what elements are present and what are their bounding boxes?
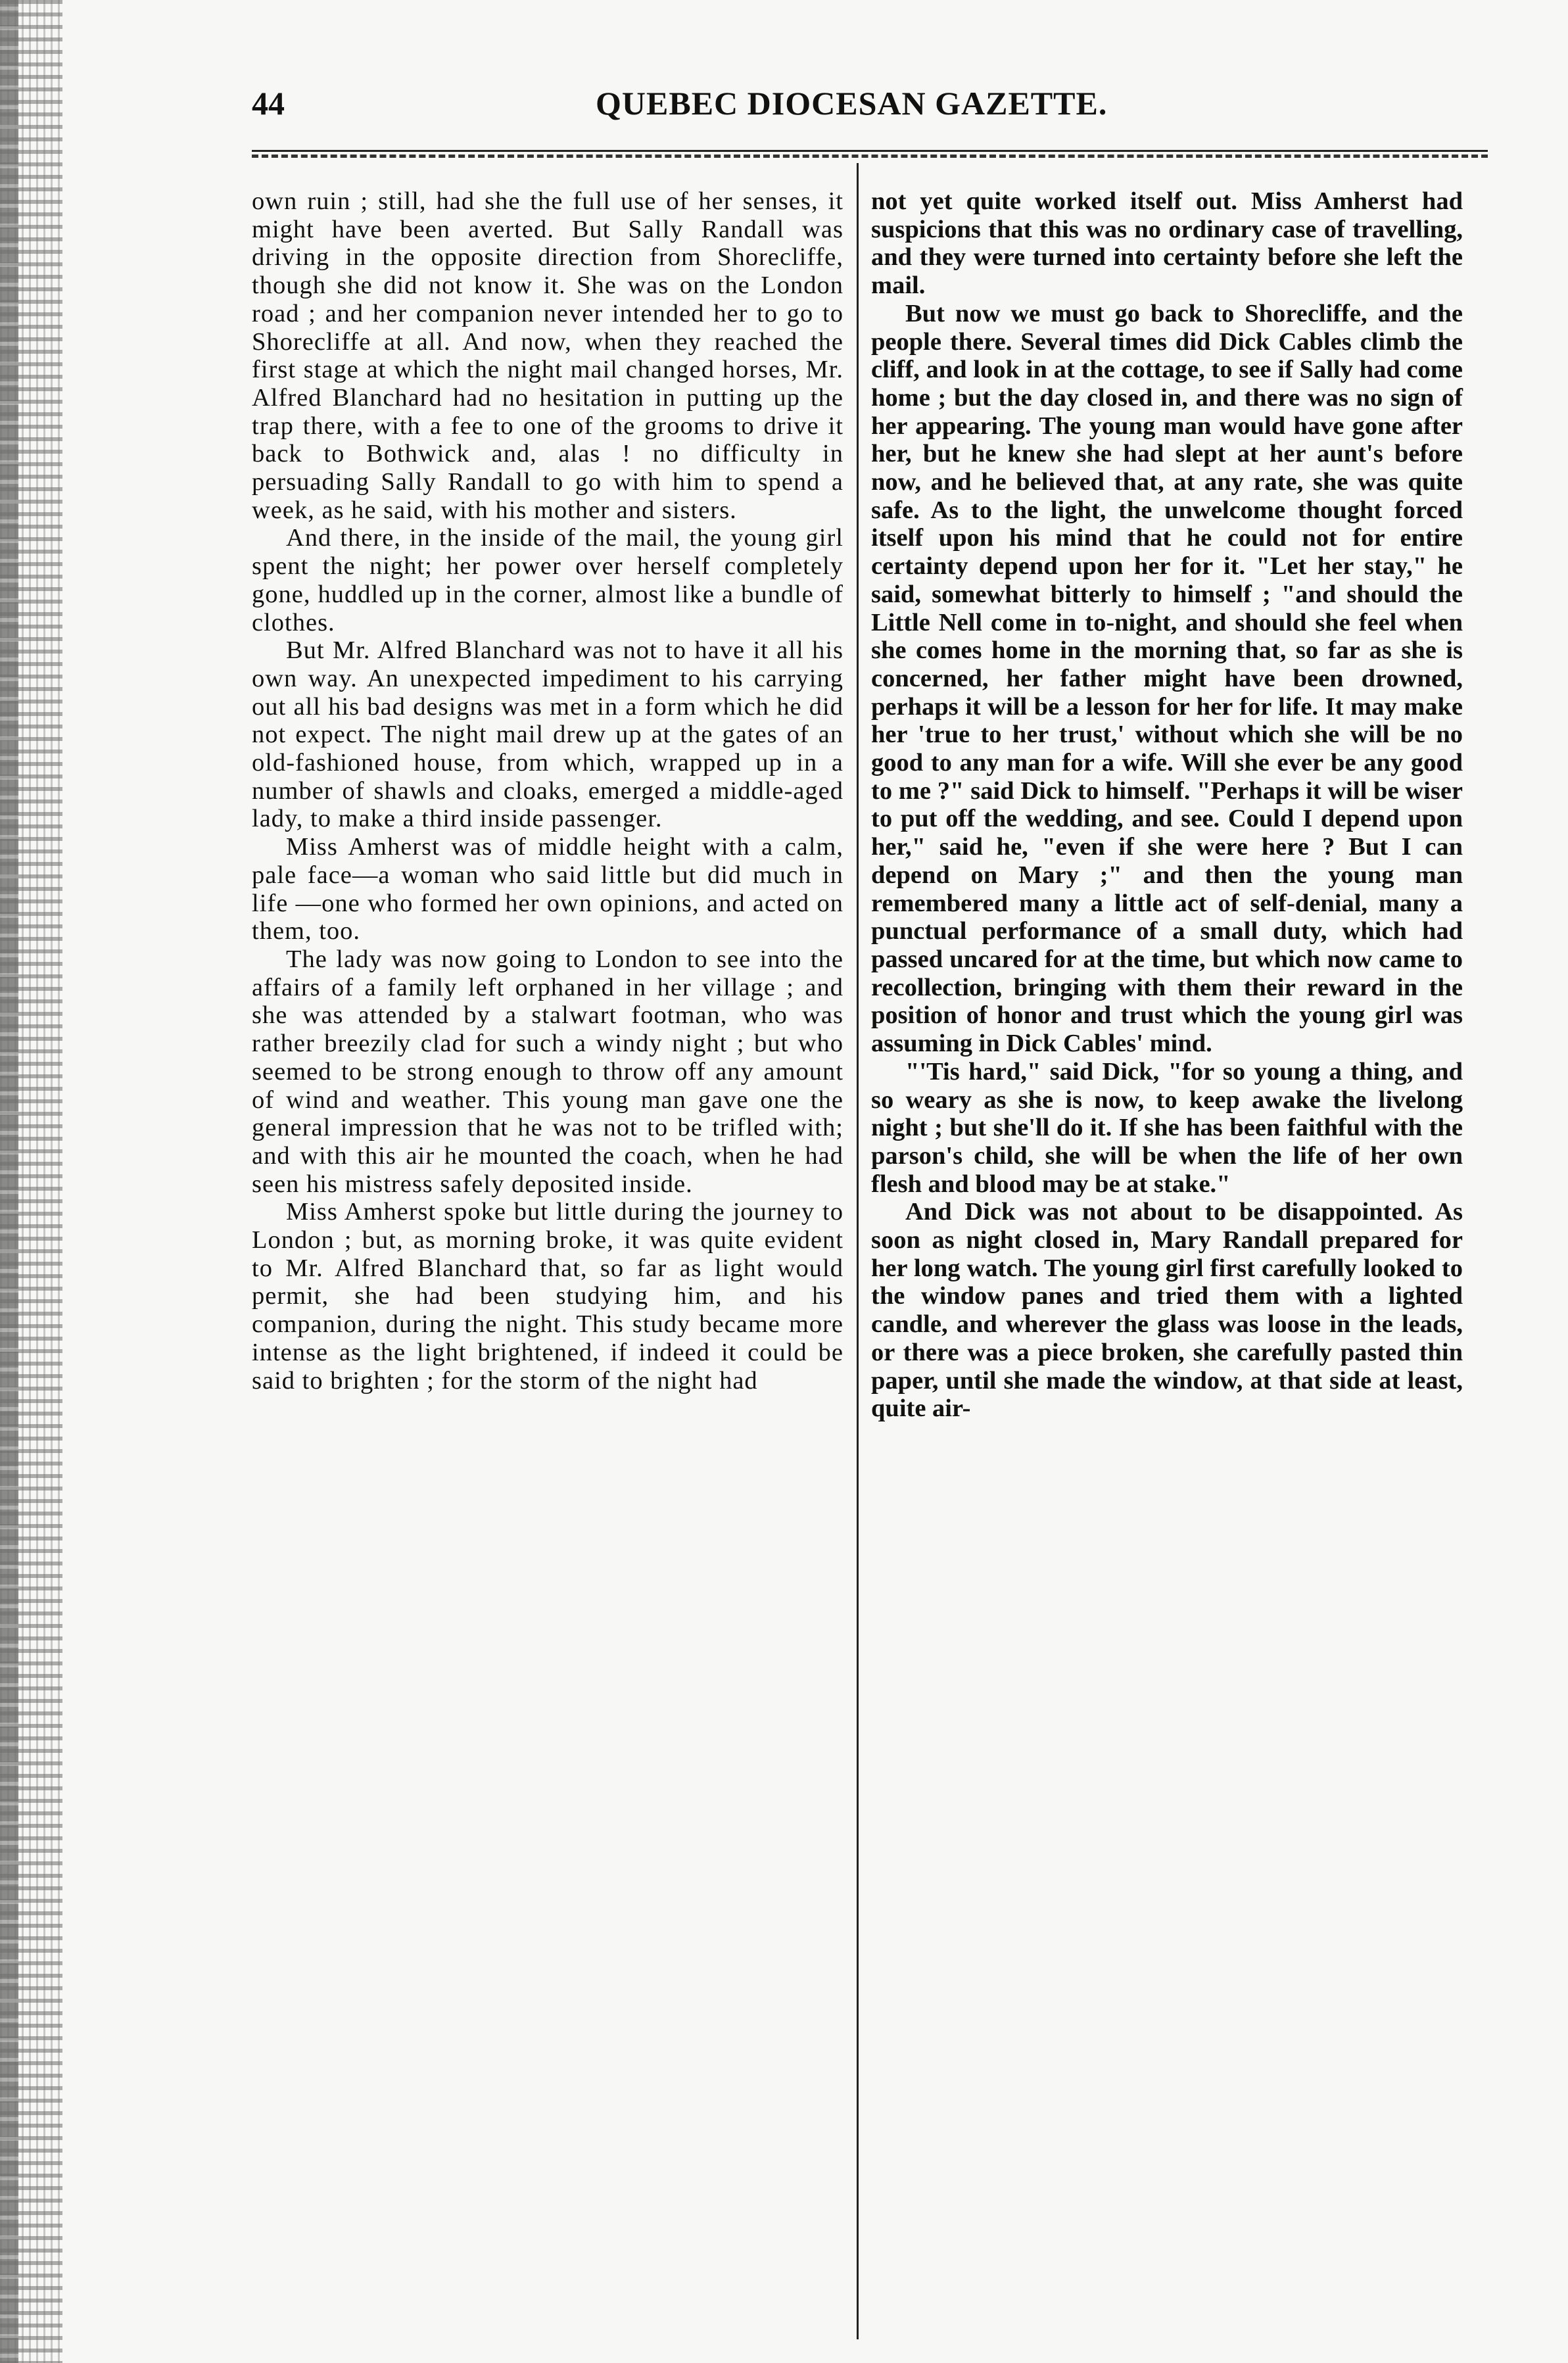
running-head: QUEBEC DIOCESAN GAZETTE.	[596, 85, 1108, 122]
left-column	[252, 187, 843, 2331]
right-column	[871, 187, 1463, 2331]
column-rule	[857, 163, 859, 2339]
header-rule	[252, 150, 1488, 158]
paragraph: Miss Amherst spoke but little during the journey to London ; but, as morning broke, it was quite evident to Mr. Alfred Blanchard that, so far as light would permit, she had been studying him, and his companion, during the night. This study became more intense as the light brightened, if indeed it could be said to brighten ; for the storm of the night had	[252, 1198, 843, 1395]
paragraph: But now we must go back to Shorecliffe, and the people there. Several times did Dick Cables climb the cliff, and look in at the cottage, to see if Sally had come home ; but the day closed in, and there was no sign of her appearing. The young man would have gone after her, but he knew she had slept at her aunt's before now, and he believed that, at any rate, she was quite safe. As to the light, the unwelcome thought forced itself upon his mind that he could not for entire certainty depend upon her for it. "Let her stay," he said, somewhat bitterly to himself ; "and should the Little Nell come in to-night, and should she feel when she comes home in the morning that, so far as she is concerned, her father might have been drowned, perhaps it will be a lesson for her for life. It may make her 'true to her trust,' without which she will be no good to any man for a wife. Will she ever be any good to me ?" said Dick to himself. "Perhaps it will be wiser to put off the wedding, and see. Could I depend upon her," said he, "even if she were here ? But I can depend on Mary ;" and then the young man remembered many a little act of self-denial, many a punctual performance of a small duty, which had passed uncared for at the time, but which now came to recollection, bringing with them their reward in the position of honor and trust which the young girl was assuming in Dick Cables' mind.	[871, 299, 1463, 1058]
paragraph: "'Tis hard," said Dick, "for so young a thing, and so weary as she is now, to keep awake the livelong night ; but she'll do it. If she has been faithful with the parson's child, she will be when the life of her own flesh and blood may be at stake."	[871, 1057, 1463, 1198]
page-binding-edge	[0, 0, 62, 2363]
page-number: 44	[252, 85, 285, 122]
paragraph: And there, in the inside of the mail, the young girl spent the night; her power over herself completely gone, huddled up in the corner, almost like a bundle of clothes.	[252, 524, 843, 636]
paragraph: But Mr. Alfred Blanchard was not to have it all his own way. An unexpected impediment to his carrying out all his bad designs was met in a form which he did not expect. The night mail drew up at the gates of an old-fashioned house, from which, wrapped up in a number of shawls and cloaks, emerged a middle-aged lady, to make a third inside passenger.	[252, 636, 843, 833]
paragraph: not yet quite worked itself out. Miss Amherst had suspicions that this was no ordinary case of travelling, and they were turned into certainty before she left the mail.	[871, 187, 1463, 300]
paragraph: Miss Amherst was of middle height with a calm, pale face—a woman who said little but did much in life —one who formed her own opinions, and acted on them, too.	[252, 833, 843, 945]
paragraph: And Dick was not about to be disappointed. As soon as night closed in, Mary Randall prepared for her long watch. The young girl first carefully looked to the window panes and tried them with a lighted candle, and wherever the glass was loose in the leads, or there was a piece broken, she carefully pasted thin paper, until she made the window, at that side at least, quite air-	[871, 1198, 1463, 1423]
paragraph: The lady was now going to London to see into the affairs of a family left orphaned in her village ; and she was attended by a stalwart footman, who was rather breezily clad for such a windy night ; but who seemed to be strong enough to throw off any amount of wind and weather. This young man gave one the general impression that he was not to be trifled with; and with this air he mounted the coach, when he had seen his mistress safely deposited inside.	[252, 945, 843, 1198]
paragraph: own ruin ; still, had she the full use of her senses, it might have been averted. But Sally Randall was driving in the opposite direction from Shorecliffe, though she did not know it. She was on the London road ; and her companion never intended her to go to Shorecliffe at all. And now, when they reached the first stage at which the night mail changed horses, Mr. Alfred Blanchard had no hesitation in putting up the trap there, with a fee to one of the grooms to drive it back to Bothwick and, alas ! no difficulty in persuading Sally Randall to go with him to spend a week, as he said, with his mother and sisters.	[252, 187, 843, 524]
